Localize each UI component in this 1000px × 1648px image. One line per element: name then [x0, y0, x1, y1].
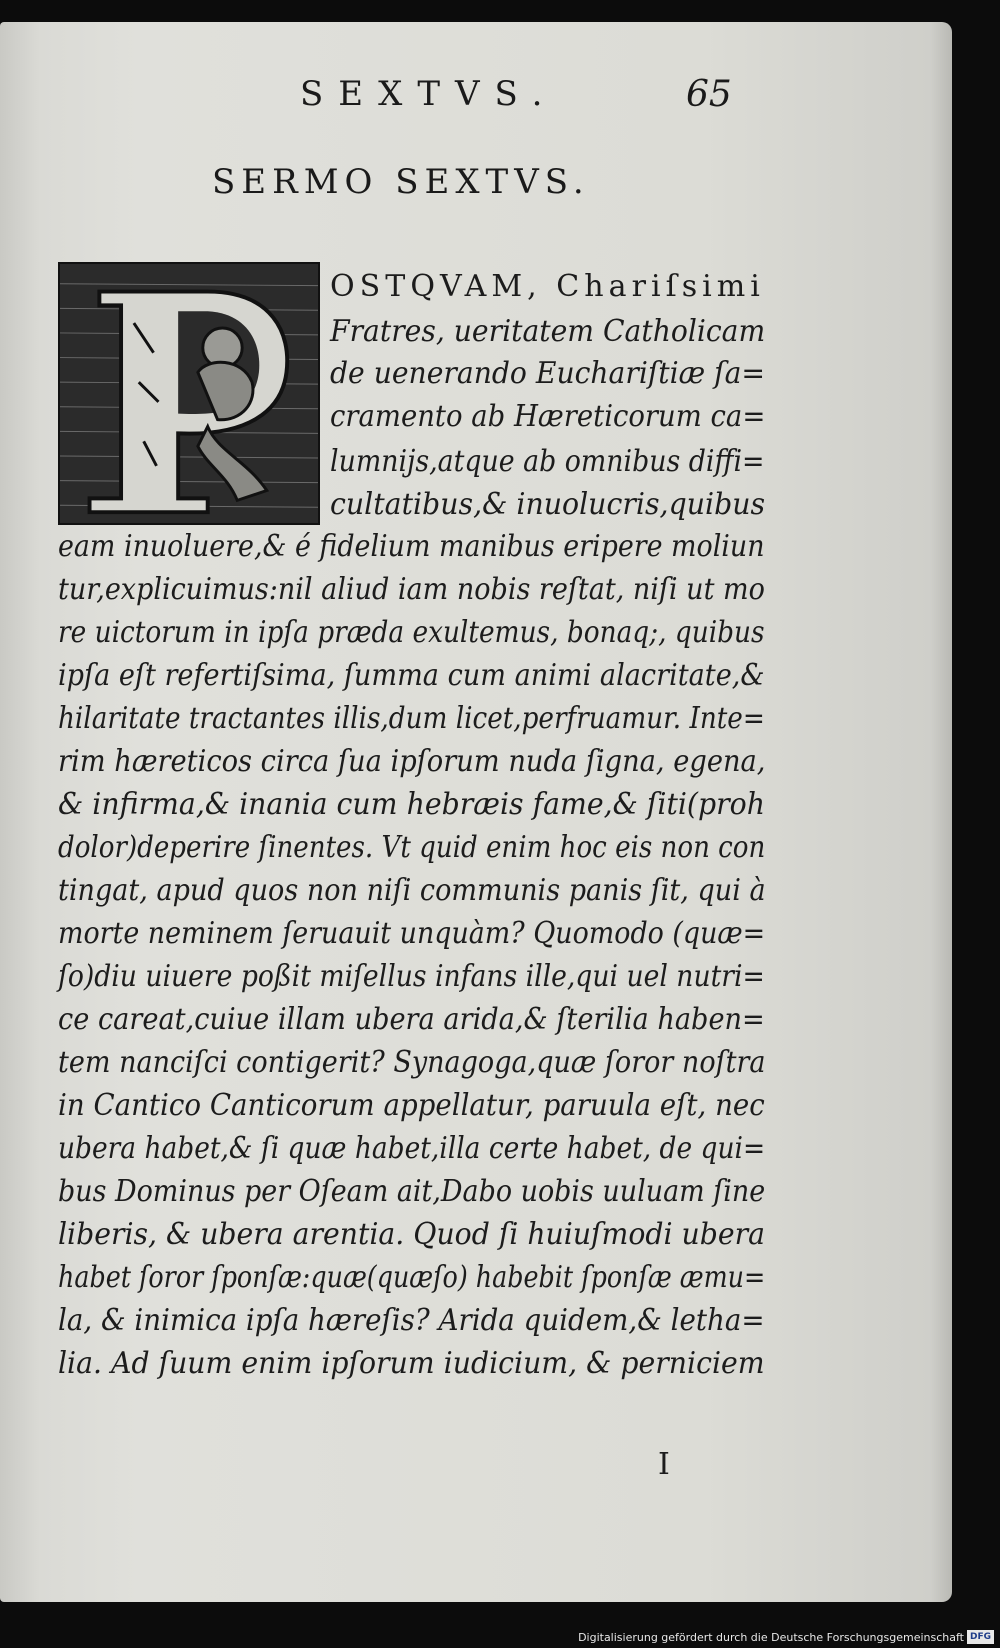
- text-line: Fratres, ueritatem Catholicam: [330, 314, 766, 349]
- decorated-initial-p: [58, 262, 320, 525]
- text-line: ſo)diu uiuere poßit miſellus infans ille,qui uel nutri=: [58, 959, 765, 994]
- text-line: re uictorum in ipſa præda exultemus, bonaq;, quibus: [58, 615, 765, 650]
- text-line: cultatibus,& inuolucris,quibus: [330, 487, 766, 522]
- text-line: cramento ab Hæreticorum ca=: [330, 399, 766, 434]
- digitization-footer: [0, 1622, 1000, 1648]
- text-line: tur,explicuimus:nil aliud iam nobis reſtat, niſi ut mo: [58, 572, 765, 607]
- text-line: liberis, & ubera arentia. Quod ſi huiuſmodi ubera: [58, 1217, 765, 1252]
- text-line: rim hæreticos circa ſua ipſorum nuda ſigna, egena,: [58, 744, 766, 779]
- text-line: hilaritate tractantes illis,dum licet,perfruamur. Inte=: [58, 701, 765, 736]
- text-line: eam inuoluere,& é fidelium manibus eripere moliun: [58, 529, 765, 564]
- text-line: morte neminem ſeruauit unquàm? Quomodo (quæ=: [58, 916, 766, 951]
- text-line: tingat, apud quos non niſi communis panis ſit, qui à: [58, 873, 766, 908]
- signature-mark: I: [658, 1447, 670, 1482]
- text-line: in Cantico Canticorum appellatur, paruula eſt, nec: [58, 1088, 765, 1123]
- text-line: tem nanciſci contigerit? Synagoga,quæ ſoror noſtra: [58, 1045, 766, 1080]
- text-line: dolor)deperire ſinentes. Vt quid enim hoc eis non con: [58, 830, 766, 865]
- running-head: SEXTVS.: [300, 74, 558, 114]
- page-number: 65: [686, 74, 732, 115]
- text-line: bus Dominus per Oſeam ait,Dabo uobis uuluam ſine: [58, 1174, 766, 1209]
- text-line: la, & inimica ipſa hæreſis? Arida quidem,& letha=: [58, 1303, 765, 1338]
- text-line: ipſa eſt refertiſsima, ſumma cum animi alacritate,&: [58, 658, 765, 693]
- book-page: [0, 22, 952, 1602]
- dfg-logo: DFG: [967, 1630, 994, 1644]
- funding-credit: Digitalisierung gefördert durch die Deutsche Forschungsgemeinschaft: [578, 1631, 964, 1644]
- text-line: lumnijs,atque ab omnibus diffi=: [330, 444, 765, 479]
- text-line: & infirma,& inania cum hebræis fame,& ſiti(proh: [58, 787, 766, 822]
- text-line: ce careat,cuiue illam ubera arida,& ſterilia haben=: [58, 1002, 765, 1037]
- sermon-title: SERMO SEXTVS.: [212, 162, 590, 202]
- text-line: de uenerando Euchariſtiæ ſa=: [330, 356, 766, 391]
- text-line: lia. Ad ſuum enim ipſorum iudicium, & perniciem: [58, 1346, 765, 1381]
- text-line: habet ſoror ſponſæ:quæ(quæſo) habebit ſponſæ æmu=: [58, 1260, 766, 1295]
- text-line: ubera habet,& ſi quæ habet,illa certe habet, de qui=: [58, 1131, 766, 1166]
- woodcut-initial-image: [60, 264, 318, 523]
- text-line: OSTQVAM, Chariſsimi: [330, 269, 765, 304]
